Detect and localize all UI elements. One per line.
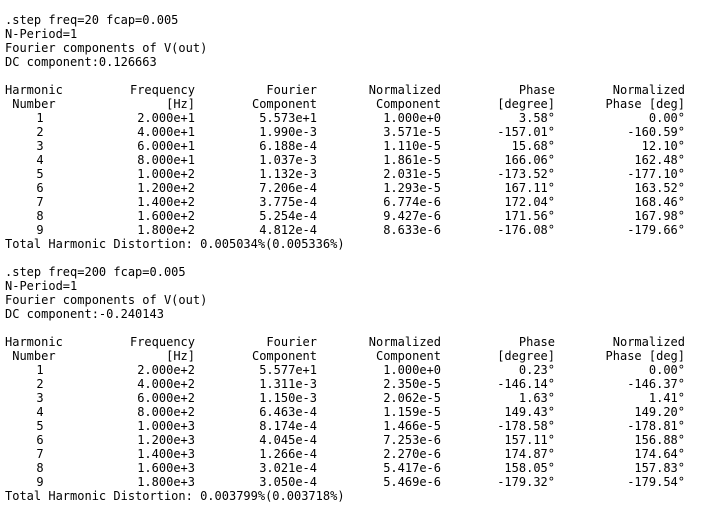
cell-phase: -179.32° xyxy=(497,475,555,489)
cell-fourier: 1.311e-3 xyxy=(259,377,317,391)
cell-frequency: 2.000e+2 xyxy=(137,363,195,377)
cell-frequency: 2.000e+1 xyxy=(137,111,195,125)
table-row xyxy=(5,111,705,125)
cell-harmonic: 6 xyxy=(36,181,44,195)
cell-frequency: 1.600e+3 xyxy=(137,461,195,475)
table-header-row xyxy=(5,335,705,349)
table-row xyxy=(5,167,705,181)
cell-frequency: 1.000e+2 xyxy=(137,167,195,181)
cell-phase: 3.58° xyxy=(518,111,555,125)
header-fourier: Component xyxy=(251,349,317,363)
cell-normalized: 2.270e-6 xyxy=(383,447,441,461)
cell-normalized-phase: 163.52° xyxy=(634,181,685,195)
header-phase: Phase xyxy=(518,83,555,97)
table-row xyxy=(5,405,705,419)
cell-harmonic: 4 xyxy=(36,153,44,167)
cell-phase: -157.01° xyxy=(497,125,555,139)
header-frequency: Frequency xyxy=(129,83,195,97)
cell-harmonic: 2 xyxy=(36,377,44,391)
harmonic-table xyxy=(5,335,705,489)
cell-phase: -176.08° xyxy=(497,223,555,237)
cell-harmonic: 4 xyxy=(36,405,44,419)
cell-normalized: 2.031e-5 xyxy=(383,167,441,181)
cell-frequency: 1.800e+2 xyxy=(137,223,195,237)
cell-normalized-phase: -177.10° xyxy=(627,167,685,181)
cell-harmonic: 5 xyxy=(36,419,44,433)
header-frequency: [Hz] xyxy=(166,349,195,363)
cell-frequency: 1.600e+2 xyxy=(137,209,195,223)
cell-normalized: 5.469e-6 xyxy=(383,475,441,489)
header-fourier: Fourier xyxy=(266,335,317,349)
cell-fourier: 5.573e+1 xyxy=(259,111,317,125)
cell-harmonic: 1 xyxy=(36,363,44,377)
header-phase: Phase xyxy=(518,335,555,349)
header-fourier: Component xyxy=(251,97,317,111)
cell-fourier: 6.463e-4 xyxy=(259,405,317,419)
cell-normalized-phase: 0.00° xyxy=(648,111,685,125)
table-row xyxy=(5,461,705,475)
cell-normalized-phase: -146.37° xyxy=(627,377,685,391)
cell-frequency: 1.200e+3 xyxy=(137,433,195,447)
cell-normalized: 1.861e-5 xyxy=(383,153,441,167)
cell-normalized-phase: -179.54° xyxy=(627,475,685,489)
cell-normalized-phase: 156.88° xyxy=(634,433,685,447)
cell-frequency: 6.000e+1 xyxy=(137,139,195,153)
spacer xyxy=(5,69,705,83)
cell-frequency: 6.000e+2 xyxy=(137,391,195,405)
cell-normalized: 5.417e-6 xyxy=(383,461,441,475)
table-row xyxy=(5,209,705,223)
header-harmonic: Number xyxy=(5,97,56,111)
spice-log xyxy=(5,13,705,251)
cell-phase: 15.68° xyxy=(511,139,555,153)
cell-fourier: 6.188e-4 xyxy=(259,139,317,153)
cell-normalized: 7.253e-6 xyxy=(383,433,441,447)
table-row xyxy=(5,195,705,209)
cell-harmonic: 3 xyxy=(36,391,44,405)
table-row xyxy=(5,391,705,405)
cell-phase: 149.43° xyxy=(504,405,555,419)
cell-harmonic: 9 xyxy=(36,475,44,489)
table-header-row xyxy=(5,349,705,363)
header-frequency: Frequency xyxy=(129,335,195,349)
cell-phase: -178.58° xyxy=(497,419,555,433)
table-row xyxy=(5,377,705,391)
cell-normalized: 1.110e-5 xyxy=(383,139,441,153)
cell-fourier: 4.045e-4 xyxy=(259,433,317,447)
cell-fourier: 3.021e-4 xyxy=(259,461,317,475)
cell-frequency: 8.000e+2 xyxy=(137,405,195,419)
cell-frequency: 1.400e+3 xyxy=(137,447,195,461)
cell-harmonic: 3 xyxy=(36,139,44,153)
step-line: .step freq=20 fcap=0.005 xyxy=(5,13,179,27)
cell-harmonic: 9 xyxy=(36,223,44,237)
cell-normalized-phase: 0.00° xyxy=(648,363,685,377)
header-harmonic: Harmonic xyxy=(5,335,63,349)
cell-phase: 0.23° xyxy=(518,363,555,377)
cell-phase: 158.05° xyxy=(504,461,555,475)
spacer xyxy=(5,321,705,335)
thd-line: Total Harmonic Distortion: 0.003799%(0.003718%) xyxy=(5,489,345,503)
dc-component: DC component:-0.240143 xyxy=(5,307,164,321)
cell-harmonic: 7 xyxy=(36,447,44,461)
header-normalized-phase: Phase [deg] xyxy=(605,97,685,111)
header-frequency: [Hz] xyxy=(166,97,195,111)
cell-phase: -146.14° xyxy=(497,377,555,391)
cell-normalized: 1.293e-5 xyxy=(383,181,441,195)
cell-fourier: 3.775e-4 xyxy=(259,195,317,209)
nperiod-line: N-Period=1 xyxy=(5,27,78,41)
cell-normalized-phase: 167.98° xyxy=(634,209,685,223)
header-phase: [degree] xyxy=(497,349,555,363)
header-normalized-phase: Normalized xyxy=(612,335,685,349)
cell-normalized: 1.159e-5 xyxy=(383,405,441,419)
cell-fourier: 1.132e-3 xyxy=(259,167,317,181)
cell-harmonic: 1 xyxy=(36,111,44,125)
cell-frequency: 1.400e+2 xyxy=(137,195,195,209)
table-row xyxy=(5,153,705,167)
cell-harmonic: 8 xyxy=(36,461,44,475)
thd-line: Total Harmonic Distortion: 0.005034%(0.005336%) xyxy=(5,237,345,251)
step-block-2 xyxy=(5,265,705,503)
cell-phase: 171.56° xyxy=(504,209,555,223)
cell-normalized-phase: -160.59° xyxy=(627,125,685,139)
cell-normalized-phase: -178.81° xyxy=(627,419,685,433)
table-row xyxy=(5,447,705,461)
cell-frequency: 1.200e+2 xyxy=(137,181,195,195)
cell-harmonic: 8 xyxy=(36,209,44,223)
cell-normalized: 2.062e-5 xyxy=(383,391,441,405)
cell-fourier: 1.990e-3 xyxy=(259,125,317,139)
table-row xyxy=(5,223,705,237)
cell-phase: -173.52° xyxy=(497,167,555,181)
table-row xyxy=(5,433,705,447)
table-row xyxy=(5,419,705,433)
cell-fourier: 8.174e-4 xyxy=(259,419,317,433)
cell-phase: 167.11° xyxy=(504,181,555,195)
cell-normalized: 1.466e-5 xyxy=(383,419,441,433)
cell-normalized: 9.427e-6 xyxy=(383,209,441,223)
cell-fourier: 5.577e+1 xyxy=(259,363,317,377)
cell-fourier: 5.254e-4 xyxy=(259,209,317,223)
cell-fourier: 3.050e-4 xyxy=(259,475,317,489)
cell-fourier: 1.266e-4 xyxy=(259,447,317,461)
header-phase: [degree] xyxy=(497,97,555,111)
table-row xyxy=(5,125,705,139)
cell-frequency: 4.000e+1 xyxy=(137,125,195,139)
cell-frequency: 1.800e+3 xyxy=(137,475,195,489)
cell-harmonic: 6 xyxy=(36,433,44,447)
cell-phase: 157.11° xyxy=(504,433,555,447)
table-row xyxy=(5,363,705,377)
cell-frequency: 8.000e+1 xyxy=(137,153,195,167)
table-header-row xyxy=(5,97,705,111)
cell-phase: 172.04° xyxy=(504,195,555,209)
cell-harmonic: 2 xyxy=(36,125,44,139)
header-normalized: Component xyxy=(375,97,441,111)
table-row xyxy=(5,181,705,195)
fourier-title: Fourier components of V(out) xyxy=(5,41,208,55)
cell-normalized: 3.571e-5 xyxy=(383,125,441,139)
cell-normalized: 1.000e+0 xyxy=(383,363,441,377)
cell-normalized-phase: 162.48° xyxy=(634,153,685,167)
cell-harmonic: 7 xyxy=(36,195,44,209)
cell-normalized-phase: 12.10° xyxy=(641,139,685,153)
fourier-title: Fourier components of V(out) xyxy=(5,293,208,307)
dc-component: DC component:0.126663 xyxy=(5,55,157,69)
table-header-row xyxy=(5,83,705,97)
cell-phase: 174.87° xyxy=(504,447,555,461)
cell-fourier: 7.206e-4 xyxy=(259,181,317,195)
cell-harmonic: 5 xyxy=(36,167,44,181)
header-normalized: Component xyxy=(375,349,441,363)
header-harmonic: Harmonic xyxy=(5,83,63,97)
step-line: .step freq=200 fcap=0.005 xyxy=(5,265,186,279)
cell-fourier: 1.037e-3 xyxy=(259,153,317,167)
harmonic-table xyxy=(5,83,705,237)
cell-normalized-phase: 157.83° xyxy=(634,461,685,475)
cell-normalized-phase: 1.41° xyxy=(648,391,685,405)
cell-fourier: 1.150e-3 xyxy=(259,391,317,405)
cell-normalized-phase: -179.66° xyxy=(627,223,685,237)
nperiod-line: N-Period=1 xyxy=(5,279,78,293)
header-normalized-phase: Normalized xyxy=(612,83,685,97)
cell-frequency: 4.000e+2 xyxy=(137,377,195,391)
header-fourier: Fourier xyxy=(266,83,317,97)
table-row xyxy=(5,475,705,489)
cell-frequency: 1.000e+3 xyxy=(137,419,195,433)
cell-fourier: 4.812e-4 xyxy=(259,223,317,237)
table-row xyxy=(5,139,705,153)
cell-normalized: 2.350e-5 xyxy=(383,377,441,391)
header-normalized: Normalized xyxy=(368,335,441,349)
header-harmonic: Number xyxy=(5,349,56,363)
cell-normalized: 6.774e-6 xyxy=(383,195,441,209)
cell-phase: 166.06° xyxy=(504,153,555,167)
cell-normalized: 8.633e-6 xyxy=(383,223,441,237)
cell-normalized-phase: 149.20° xyxy=(634,405,685,419)
header-normalized-phase: Phase [deg] xyxy=(605,349,685,363)
step-block-1 xyxy=(5,13,705,251)
cell-phase: 1.63° xyxy=(518,391,555,405)
cell-normalized-phase: 174.64° xyxy=(634,447,685,461)
cell-normalized-phase: 168.46° xyxy=(634,195,685,209)
cell-normalized: 1.000e+0 xyxy=(383,111,441,125)
header-normalized: Normalized xyxy=(368,83,441,97)
